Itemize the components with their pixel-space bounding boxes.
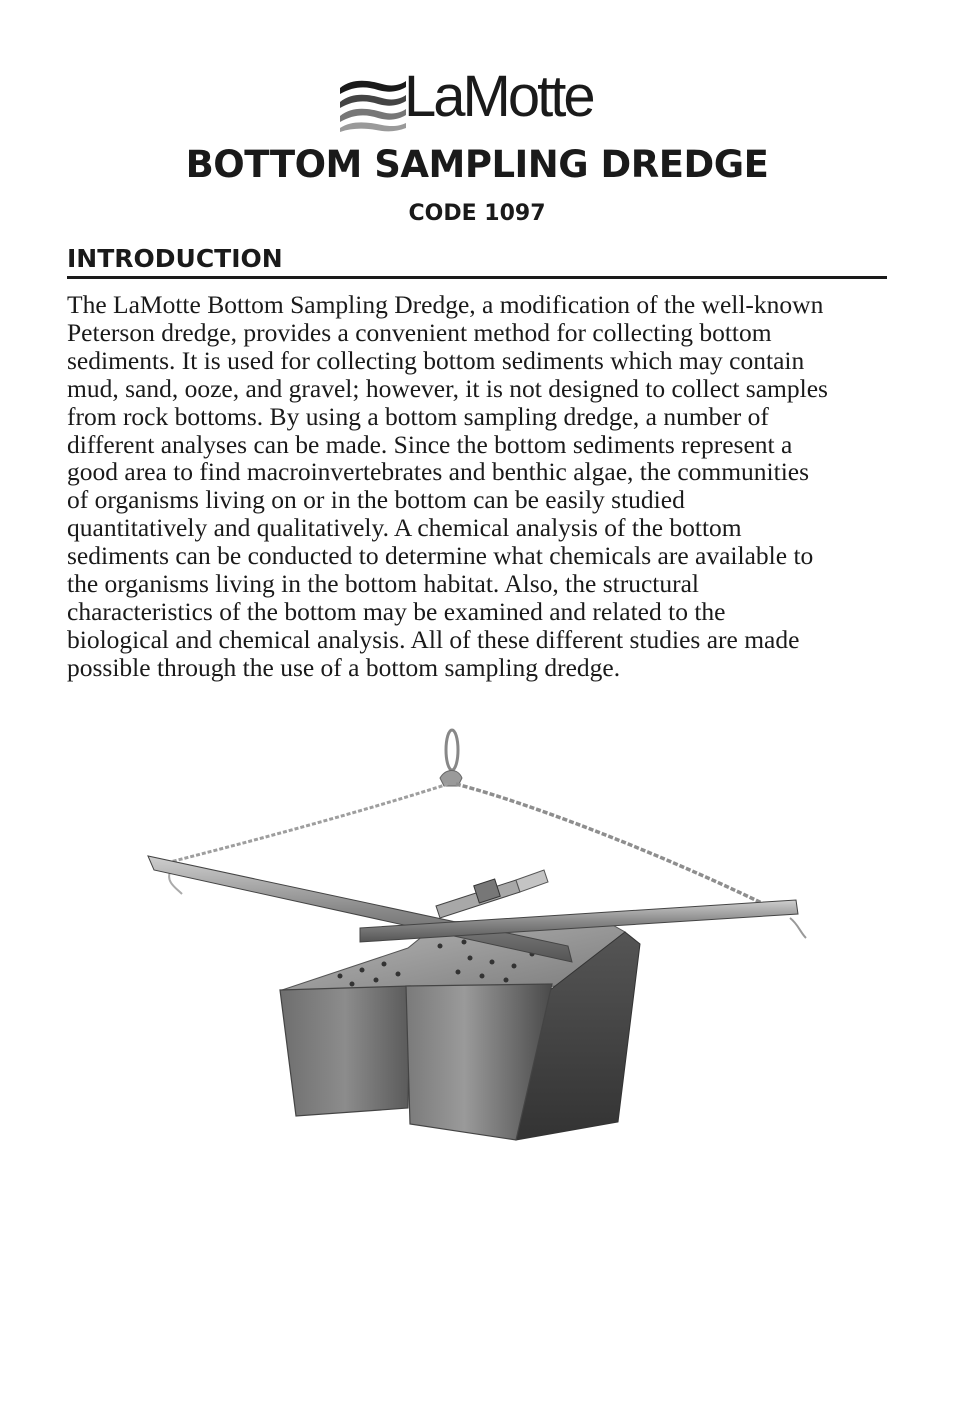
intro-line: from rock bottoms. By using a bottom sampling dredge, a number of [67, 401, 769, 431]
lever-arm-left [148, 856, 572, 962]
intro-line: sediments can be conducted to determine what chemicals are available to [67, 541, 814, 571]
hanging-ring [446, 730, 458, 770]
lamotte-logo [338, 64, 648, 136]
intro-line: biological and chemical analysis. All of these different studies are made [67, 624, 800, 654]
introduction-paragraph [67, 291, 897, 682]
bottom-sampling-dredge-photo [140, 722, 820, 1152]
section-heading-introduction: INTRODUCTION [67, 242, 887, 279]
intro-line: Peterson dredge, provides a convenient method for collecting bottom [67, 317, 772, 347]
intro-line: possible through the use of a bottom sampling dredge. [67, 652, 621, 682]
rope-end-right [790, 918, 806, 938]
intro-line: The LaMotte Bottom Sampling Dredge, a modification of the well-known [67, 290, 824, 319]
product-code: CODE 1097 [408, 201, 546, 226]
intro-line: the organisms living in the bottom habitat. Also, the structural [67, 569, 699, 599]
intro-line: of organisms living on or in the bottom can be easily studied [67, 485, 685, 515]
intro-line: characteristics of the bottom may be examined and related to the [67, 596, 726, 626]
lamotte-wave-logo-icon [338, 76, 408, 132]
latch-screw [516, 870, 548, 892]
intro-line: mud, sand, ooze, and gravel; however, it is not designed to collect samples [67, 373, 828, 403]
intro-line: sediments. It is used for collecting bottom sediments which may contain [67, 345, 805, 375]
rope-left [170, 784, 448, 862]
page-title: BOTTOM SAMPLING DREDGE [185, 143, 769, 186]
lamotte-wordmark: LaMotte [404, 64, 593, 129]
intro-line: quantitatively and qualitatively. A chemical analysis of the bottom [67, 513, 742, 543]
dredge-jaw-left [280, 986, 410, 1116]
intro-line: good area to find macroinvertebrates and benthic algae, the communities [67, 457, 810, 487]
intro-line: different analyses can be made. Since the bottom sediments represent a [67, 429, 793, 459]
